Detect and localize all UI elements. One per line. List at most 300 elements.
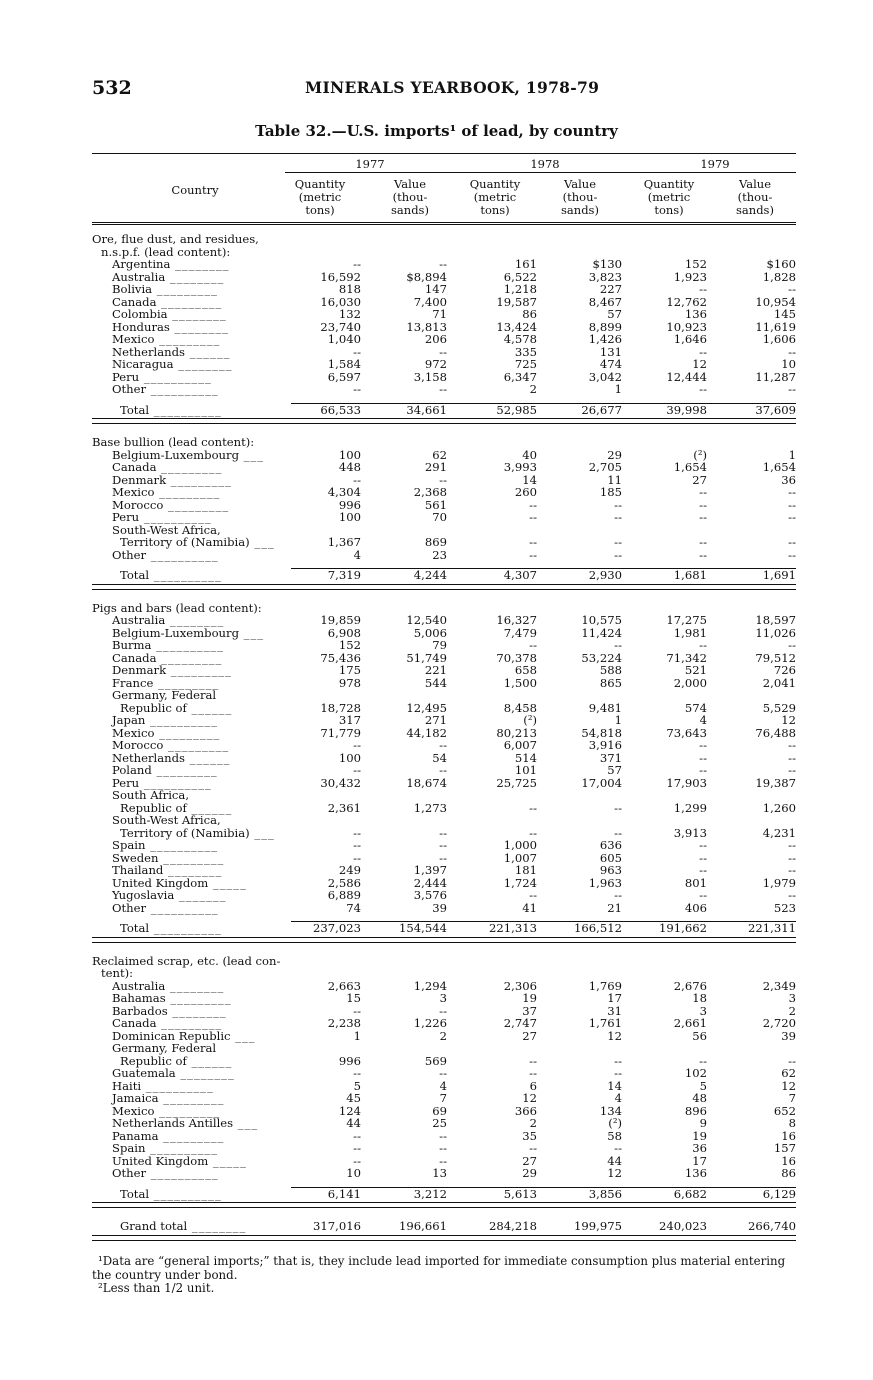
country-name: Belgium-Luxembourg (112, 625, 239, 640)
country-name: Grand total (120, 1219, 188, 1233)
cell-value: 3 (439, 991, 447, 1005)
country-name: Total (120, 402, 150, 417)
country-name: Canada (112, 294, 157, 309)
cell-value: 62 (432, 447, 447, 462)
cell-value: 54,818 (581, 725, 622, 740)
cell-value: 652 (773, 1103, 796, 1118)
cell-value: 199,975 (574, 1219, 622, 1233)
table-title: Table 32.—U.S. imports¹ of lead, by country (255, 122, 618, 140)
cell-value: 100 (338, 750, 361, 765)
row-label (120, 404, 222, 417)
cell-value: 10 (346, 1166, 361, 1180)
cell-value: 79 (432, 638, 447, 652)
cell-value: 12 (692, 357, 707, 371)
cell-value: -- (699, 497, 707, 512)
cell-value: 2,306 (503, 978, 537, 993)
country-name: Other (112, 1166, 147, 1180)
cell-value: 317,016 (313, 1219, 361, 1233)
cell-value: -- (439, 1141, 447, 1155)
cell-value: -- (699, 838, 707, 852)
country-name: Total (120, 921, 150, 935)
leader-dots: ______ (186, 800, 233, 815)
cell-value: 4,578 (503, 332, 537, 346)
cell-value: 131 (599, 344, 622, 359)
cell-value: -- (614, 888, 622, 902)
cell-value: -- (788, 638, 796, 652)
cell-value: 725 (514, 357, 537, 371)
country-name: Honduras (112, 319, 170, 334)
cell-value: 1,000 (503, 838, 537, 852)
cell-value: 514 (514, 750, 537, 765)
cell-value: 6,597 (327, 369, 361, 384)
leader-dots: ________ (175, 1066, 235, 1080)
cell-value: 869 (424, 535, 447, 549)
cell-value: 14 (607, 1078, 622, 1093)
cell-value: 191,662 (659, 921, 707, 935)
cell-value: 2,361 (327, 800, 361, 815)
country-name: Republic of (120, 700, 187, 715)
section-heading-text: tent): (101, 966, 134, 980)
header-line: sands) (736, 203, 774, 217)
cell-value: 6,682 (673, 1186, 707, 1201)
cell-value: 1,273 (413, 800, 447, 815)
cell-value: 3,212 (413, 1186, 447, 1201)
cell-value: 972 (424, 357, 447, 371)
cell-value: 74 (346, 900, 361, 915)
cell-value: -- (788, 382, 796, 396)
cell-value: 30,432 (320, 775, 361, 790)
country-name: Colombia (112, 307, 168, 321)
leader-dots: __________ (146, 382, 219, 396)
country-name: France (112, 675, 154, 690)
cell-value: 1,646 (673, 332, 707, 346)
country-name: Canada (112, 650, 157, 665)
header-line: tons) (654, 203, 684, 217)
country-name: Spain (112, 838, 146, 852)
leader-dots: ________ (187, 1219, 247, 1233)
cell-value: -- (529, 638, 537, 652)
country-name: Nicaragua (112, 357, 174, 371)
country-name: Germany, Federal (112, 688, 217, 702)
leader-dots: __________ (151, 638, 225, 652)
country-name: Other (112, 382, 147, 396)
leader-dots: __________ (149, 921, 222, 935)
cell-value: -- (788, 344, 796, 359)
lead-imports-table (92, 233, 796, 1241)
cell-value: 2,661 (673, 1016, 707, 1030)
cell-value: 12,540 (406, 613, 447, 627)
section-heading-text: Pigs and bars (lead content): (92, 600, 262, 615)
cell-value: -- (439, 1066, 447, 1080)
cell-value: 4,244 (413, 568, 447, 582)
quantity-header-1978 (450, 178, 540, 217)
cell-value: 29 (522, 1166, 537, 1180)
cell-value: $160 (766, 257, 796, 271)
cell-value: 7 (439, 1091, 447, 1105)
cell-value: 2,705 (588, 460, 622, 474)
leader-dots: _________ (158, 1091, 225, 1105)
cell-value: 100 (338, 510, 361, 524)
cell-value: 13,813 (406, 319, 447, 334)
cell-value: 221,313 (489, 921, 537, 935)
leader-dots: ________ (165, 269, 225, 284)
cell-value: 2,349 (762, 978, 796, 993)
cell-value: 1,981 (673, 625, 707, 640)
cell-value: 39 (432, 900, 447, 915)
cell-value: 406 (684, 900, 707, 915)
cell-value: 161 (514, 257, 537, 271)
table-row (92, 1220, 796, 1233)
header-line: Value (394, 177, 426, 191)
cell-value: -- (614, 825, 622, 840)
cell-value: 2,930 (588, 568, 622, 582)
leader-dots: _________ (163, 497, 230, 512)
cell-value: 7 (788, 1091, 796, 1105)
cell-value: 6,908 (327, 625, 361, 640)
cell-value: 271 (424, 713, 447, 727)
country-name: Total (120, 568, 150, 582)
cell-value: 818 (338, 282, 361, 296)
cell-value: 18,674 (406, 775, 447, 790)
cell-value: -- (439, 825, 447, 840)
cell-value: 371 (599, 750, 622, 765)
footnote-2: ²Less than 1/2 unit. (98, 1281, 215, 1295)
cell-value: -- (614, 1066, 622, 1080)
cell-value: 636 (599, 838, 622, 852)
cell-value: 147 (424, 282, 447, 296)
cell-value: 40 (522, 447, 537, 462)
row-label (112, 1167, 219, 1180)
cell-value: -- (353, 472, 361, 487)
cell-value: 996 (338, 497, 361, 512)
cell-value: -- (353, 825, 361, 840)
cell-value: 13 (432, 1166, 447, 1180)
cell-value: 17,903 (666, 775, 707, 790)
section-heading-text: Ore, flue dust, and residues, (92, 232, 259, 246)
country-name: Denmark (112, 472, 167, 487)
cell-value: 588 (599, 663, 622, 677)
country-name: Netherlands (112, 750, 185, 765)
cell-value: -- (353, 1003, 361, 1018)
cell-value: -- (699, 1053, 707, 1068)
leader-dots: _________ (152, 282, 218, 296)
cell-value: 39 (781, 1028, 796, 1043)
cell-value: -- (439, 738, 447, 752)
cell-value: 5,529 (762, 700, 796, 715)
cell-value: 1,397 (413, 863, 447, 877)
cell-value: 70 (432, 510, 447, 524)
cell-value: 3,993 (503, 460, 537, 474)
cell-value: -- (529, 1053, 537, 1068)
cell-value: 17 (692, 1153, 707, 1168)
cell-value: 26,677 (581, 402, 622, 417)
country-name: Netherlands (112, 344, 185, 359)
table-row (92, 404, 796, 417)
cell-value: 70,378 (496, 650, 537, 665)
cell-value: -- (353, 1128, 361, 1143)
cell-value: 605 (599, 850, 622, 865)
cell-value: 86 (781, 1166, 796, 1180)
cell-value: -- (529, 1141, 537, 1155)
cell-value: 19,859 (320, 613, 361, 627)
cell-value: 19,387 (755, 775, 796, 790)
cell-value: -- (353, 850, 361, 865)
table-row (92, 1188, 796, 1201)
cell-value: 181 (514, 863, 537, 877)
cell-value: -- (699, 282, 707, 296)
cell-value: 57 (607, 307, 622, 321)
cell-value: 1,218 (503, 282, 537, 296)
country-name: Morocco (112, 497, 164, 512)
country-name: Netherlands Antilles (112, 1116, 234, 1130)
leader-dots: ___ (249, 535, 275, 549)
leader-dots: __________ (149, 402, 222, 417)
row-label (112, 383, 219, 396)
cell-value: 544 (424, 675, 447, 690)
section-heading (92, 233, 796, 246)
cell-value: -- (788, 485, 796, 499)
cell-value: 3,158 (413, 369, 447, 384)
cell-value: 284,218 (489, 1219, 537, 1233)
cell-value: -- (614, 510, 622, 524)
cell-value: 3 (699, 1003, 707, 1018)
cell-value: -- (353, 1141, 361, 1155)
cell-value: 124 (338, 1103, 361, 1118)
cell-value: 260 (514, 485, 537, 499)
cell-value: 9 (699, 1116, 707, 1130)
cell-value: 1,724 (503, 875, 537, 890)
cell-value: 101 (514, 763, 537, 777)
cell-value: 978 (338, 675, 361, 690)
cell-value: 11,619 (755, 319, 796, 334)
cell-value: 474 (599, 357, 622, 371)
cell-value: 66,533 (320, 402, 361, 417)
cell-value: -- (439, 838, 447, 852)
leader-dots: __________ (145, 838, 219, 852)
country-name: Total (120, 1186, 150, 1201)
cell-value: 5 (699, 1078, 707, 1093)
leader-dots: __________ (139, 775, 212, 790)
cell-value: 1,963 (588, 875, 622, 890)
cell-value: 36 (692, 1141, 707, 1155)
cell-value: -- (529, 825, 537, 840)
cell-value: 1,226 (413, 1016, 447, 1030)
cell-value: -- (699, 485, 707, 499)
quantity-header-1979 (624, 178, 714, 217)
country-name: Barbados (112, 1003, 168, 1018)
cell-value: 6,522 (503, 269, 537, 284)
cell-value: 1,007 (503, 850, 537, 865)
cell-value: 25,725 (496, 775, 537, 790)
cell-value: -- (529, 497, 537, 512)
footnote-1: ¹Data are “general imports;” that is, they include lead imported for immediate consumption plus material entering the country under bond. (92, 1254, 786, 1282)
country-name: Peru (112, 510, 140, 524)
row-label (120, 569, 222, 582)
cell-value: -- (699, 888, 707, 902)
header-bottom-rule-2 (92, 224, 796, 225)
leader-dots: ___ (239, 447, 265, 462)
leader-dots: _________ (153, 675, 220, 690)
cell-value: -- (439, 1153, 447, 1168)
cell-value: 11,026 (755, 625, 796, 640)
cell-value: 37 (522, 1003, 537, 1018)
cell-value: 10,575 (581, 613, 622, 627)
cell-value: -- (788, 510, 796, 524)
leader-dots: __________ (145, 713, 219, 727)
value-header-1978 (535, 178, 625, 217)
cell-value: 963 (599, 863, 622, 877)
cell-value: 4 (699, 713, 707, 727)
cell-value: 2,747 (503, 1016, 537, 1030)
cell-value: 86 (522, 307, 537, 321)
row-label (112, 902, 219, 915)
cell-value: 145 (773, 307, 796, 321)
cell-value: 3 (788, 991, 796, 1005)
country-name: United Kingdom (112, 1153, 209, 1168)
row-label (120, 1188, 222, 1201)
cell-value: 1,299 (673, 800, 707, 815)
cell-value: 4 (353, 547, 361, 562)
cell-value: 35 (522, 1128, 537, 1143)
cell-value: -- (699, 638, 707, 652)
country-name: Japan (112, 713, 146, 727)
header-line: (thou- (737, 190, 773, 204)
cell-value: -- (699, 535, 707, 549)
country-name: Germany, Federal (112, 1041, 217, 1055)
leader-dots: _________ (154, 332, 221, 346)
leader-dots: _________ (154, 725, 221, 740)
cell-value: 1,654 (673, 460, 707, 474)
cell-value: 1,761 (588, 1016, 622, 1030)
leader-dots: _________ (158, 1128, 225, 1143)
cell-value: 1,681 (673, 568, 707, 582)
country-name: Bahamas (112, 991, 166, 1005)
cell-value: -- (788, 1053, 796, 1068)
cell-value: 2,720 (762, 1016, 796, 1030)
leader-dots: _________ (154, 485, 221, 499)
cell-value: 237,023 (313, 921, 361, 935)
country-name: Jamaica (112, 1091, 159, 1105)
cell-value: 19,587 (496, 294, 537, 309)
cell-value: 4 (614, 1091, 622, 1105)
cell-value: -- (439, 850, 447, 865)
country-name: Mexico (112, 332, 155, 346)
cell-value: 45 (346, 1091, 361, 1105)
leader-dots: ______ (185, 344, 231, 359)
section-heading-text: Base bullion (lead content): (92, 435, 255, 449)
cell-value: 7,479 (503, 625, 537, 640)
cell-value: -- (614, 547, 622, 562)
cell-value: -- (529, 888, 537, 902)
cell-value: 18 (692, 991, 707, 1005)
country-name: Australia (112, 978, 166, 993)
table-row (92, 777, 796, 790)
cell-value: 1 (353, 1028, 361, 1043)
cell-value: 54 (432, 750, 447, 765)
cell-value: 11 (607, 472, 622, 487)
country-name: Argentina (112, 257, 171, 271)
cell-value: 16 (781, 1128, 796, 1143)
cell-value: 136 (684, 307, 707, 321)
cell-value: 1,040 (327, 332, 361, 346)
year-rule (285, 172, 796, 173)
cell-value: 4,304 (327, 485, 361, 499)
country-name: Canada (112, 1016, 157, 1030)
leader-dots: __________ (139, 510, 212, 524)
cell-value: 12,762 (666, 294, 707, 309)
cell-value: 10,923 (666, 319, 707, 334)
cell-value: 206 (424, 332, 447, 346)
table-row (92, 902, 796, 915)
cell-value: 19 (692, 1128, 707, 1143)
cell-value: 6,889 (327, 888, 361, 902)
table-row (92, 383, 796, 396)
cell-value: 523 (773, 900, 796, 915)
country-name: Mexico (112, 485, 155, 499)
cell-value: 31 (607, 1003, 622, 1018)
cell-value: 448 (338, 460, 361, 474)
cell-value: -- (614, 1053, 622, 1068)
cell-value: 11,287 (755, 369, 796, 384)
cell-value: (²) (523, 713, 537, 727)
leader-dots: _________ (158, 850, 225, 865)
country-name: Dominican Republic (112, 1028, 231, 1043)
cell-value: 2,000 (673, 675, 707, 690)
cell-value: -- (353, 763, 361, 777)
cell-value: 2,663 (327, 978, 361, 993)
cell-value: 16 (781, 1153, 796, 1168)
header-line: tons) (305, 203, 335, 217)
cell-value: 37,609 (755, 402, 796, 417)
cell-value: 7,400 (413, 294, 447, 309)
cell-value: 3,913 (673, 825, 707, 840)
cell-value: 152 (684, 257, 707, 271)
cell-value: 1,367 (327, 535, 361, 549)
cell-value: -- (353, 838, 361, 852)
header-line: Quantity (643, 177, 695, 191)
leader-dots: _____ (208, 875, 247, 890)
section-heading-text: Reclaimed scrap, etc. (lead con- (92, 953, 281, 968)
country-name: Guatemala (112, 1066, 176, 1080)
country-name: Denmark (112, 663, 167, 677)
cell-value: 1,923 (673, 269, 707, 284)
country-name: Thailand (112, 863, 164, 877)
cell-value: 3,856 (588, 1186, 622, 1201)
leader-dots: _________ (156, 460, 223, 474)
cell-value: 2,586 (327, 875, 361, 890)
country-name: Haiti (112, 1078, 142, 1093)
leader-dots: ___ (249, 825, 275, 840)
cell-value: 6,141 (327, 1186, 361, 1201)
cell-value: 27 (522, 1153, 537, 1168)
leader-dots: ________ (165, 613, 225, 627)
cell-value: 249 (338, 863, 361, 877)
leader-dots: ___ (230, 1028, 256, 1043)
cell-value: 561 (424, 497, 447, 512)
country-name: South Africa, (112, 788, 190, 802)
cell-value: 521 (684, 663, 707, 677)
cell-value: 896 (684, 1103, 707, 1118)
leader-dots: ______ (186, 1053, 233, 1068)
country-name: Republic of (120, 1053, 187, 1068)
cell-value: 1,828 (762, 269, 796, 284)
cell-value: 2 (439, 1028, 447, 1043)
header-line: sands) (391, 203, 429, 217)
cell-value: 1 (614, 713, 622, 727)
cell-value: -- (614, 638, 622, 652)
cell-value: -- (439, 257, 447, 271)
cell-value: 10 (781, 357, 796, 371)
